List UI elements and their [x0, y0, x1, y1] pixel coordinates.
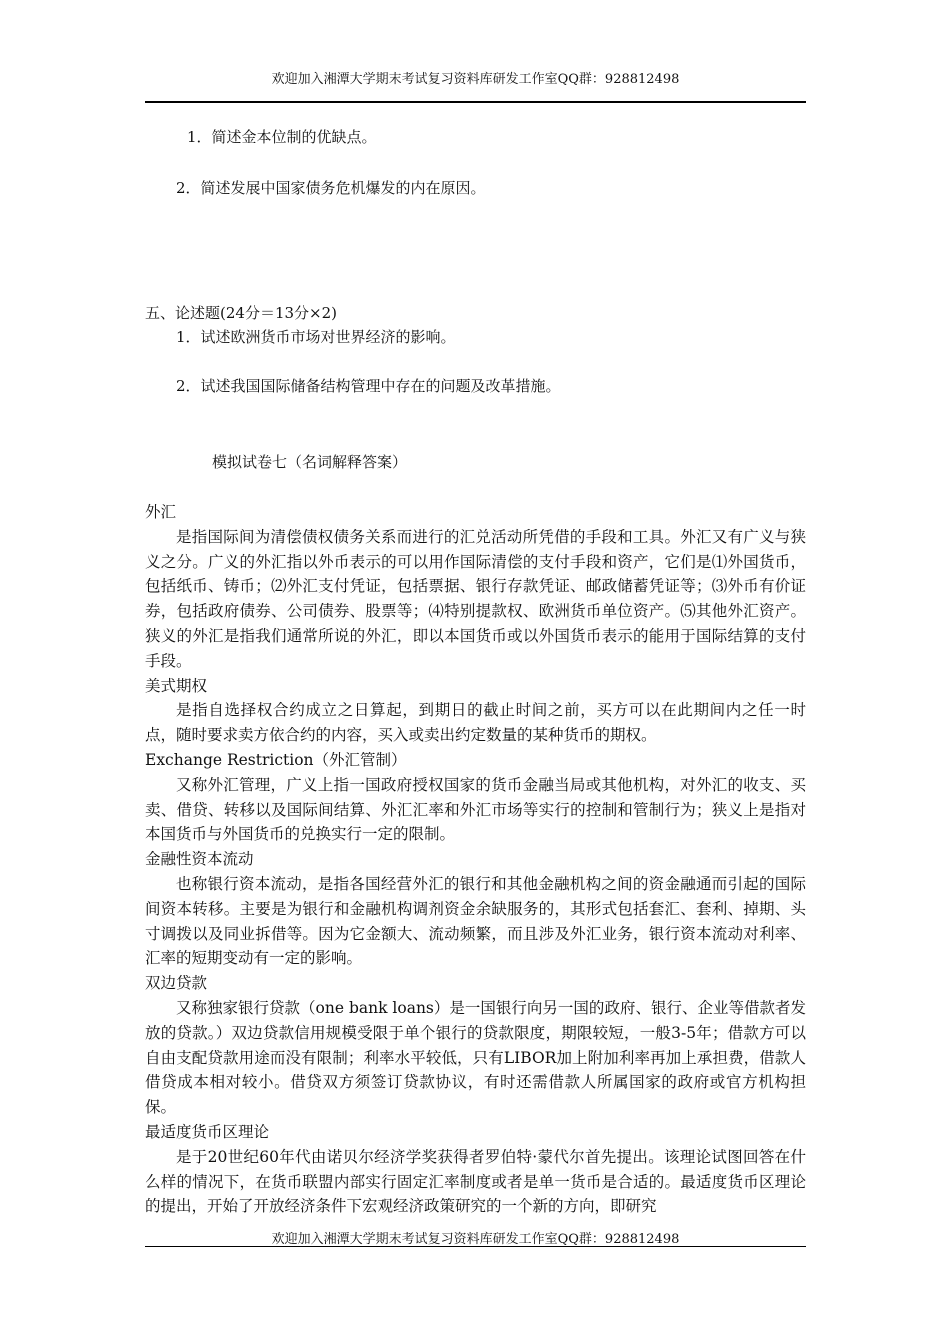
footer-rule [145, 1246, 806, 1247]
essay-section-heading: 五、论述题(24分＝13分×2) [145, 304, 337, 322]
term-heading: 双边贷款 [145, 974, 208, 993]
glossary-answers [145, 500, 806, 1219]
page-footer: 欢迎加入湘潭大学期末考试复习资料库研发工作室QQ群：928812498 [271, 1232, 680, 1247]
term-heading: 最适度货币区理论 [145, 1122, 270, 1141]
term-heading: Exchange Restriction（外汇管制） [145, 750, 407, 769]
header-rule [145, 101, 806, 103]
term-definition: 又称独家银行贷款（one bank loans）是一国银行向另一国的政府、银行、企业等借款者发放的贷款。）双边贷款信用规模受限于单个银行的贷款限度，期限较短，一般3-5年；借款方可以自由支配贷款用途而没有限制；利率水平较低，只有LIBOR加上附加利率再加上承担费，借款人借贷成本相对较小。借贷双方须签订贷款协议，有时还需借款人所属国家的政府或官方机构担保。 [145, 998, 806, 1117]
term-heading: 金融性资本流动 [145, 850, 254, 869]
term-definition: 是指国际间为清偿债权债务关系而进行的汇兑活动所凭借的手段和工具。外汇又有广义与狭义之分。广义的外汇指以外币表示的可以用作国际清偿的支付手段和资产，它们是⑴外国货币，包括纸币、铸币；⑵外汇支付凭证，包括票据、银行存款凭证、邮政储蓄凭证等；⑶外币有价证券，包括政府债券、公司债券、股票等；⑷特别提款权、欧洲货币单位资产。⑸其他外汇资产。狭义的外汇是指我们通常所说的外汇，即以本国货币或以外国货币表示的能用于国际结算的支付手段。 [145, 527, 806, 670]
term-definition: 也称银行资本流动，是指各国经营外汇的银行和其他金融机构之间的资金融通而引起的国际间资本转移。主要是为银行和金融机构调剂资金余缺服务的，其形式包括套汇、套利、掉期、头寸调拨以及同业拆借等。因为它金额大、流动频繁，而且涉及外汇业务，银行资本流动对利率、汇率的短期变动有一定的影响。 [145, 874, 806, 968]
answers-title: 模拟试卷七（名词解释答案） [212, 453, 408, 471]
essay-question-1: 1．试述欧洲货币市场对世界经济的影响。 [176, 328, 456, 346]
short-answer-question-1: 1．简述金本位制的优缺点。 [187, 128, 377, 146]
short-answer-question-2: 2．简述发展中国家债务危机爆发的内在原因。 [176, 179, 486, 197]
essay-question-2: 2．试述我国国际储备结构管理中存在的问题及改革措施。 [176, 377, 561, 395]
term-definition: 是指自选择权合约成立之日算起，到期日的截止时间之前，买方可以在此期间内之任一时点，随时要求卖方依合约的内容，买入或卖出约定数量的某种货币的期权。 [145, 701, 806, 745]
term-heading: 外汇 [145, 503, 177, 521]
page-header: 欢迎加入湘潭大学期末考试复习资料库研发工作室QQ群：928812498 [271, 72, 680, 87]
term-definition: 是于20世纪60年代由诺贝尔经济学奖获得者罗伯特·蒙代尔首先提出。该理论试图回答在什么样的情况下，在货币联盟内部实行固定汇率制度或者是单一货币是合适的。最适度货币区理论的提出，开始了开放经济条件下宏观经济政策研究的一个新的方向，即研究 [145, 1147, 806, 1216]
term-definition: 又称外汇管理，广义上指一国政府授权国家的货币金融当局或其他机构，对外汇的收支、买卖、借贷、转移以及国际间结算、外汇汇率和外汇市场等实行的控制和管制行为；狭义上是指对本国货币与外国货币的兑换实行一定的限制。 [145, 775, 806, 844]
term-heading: 美式期权 [145, 676, 208, 695]
